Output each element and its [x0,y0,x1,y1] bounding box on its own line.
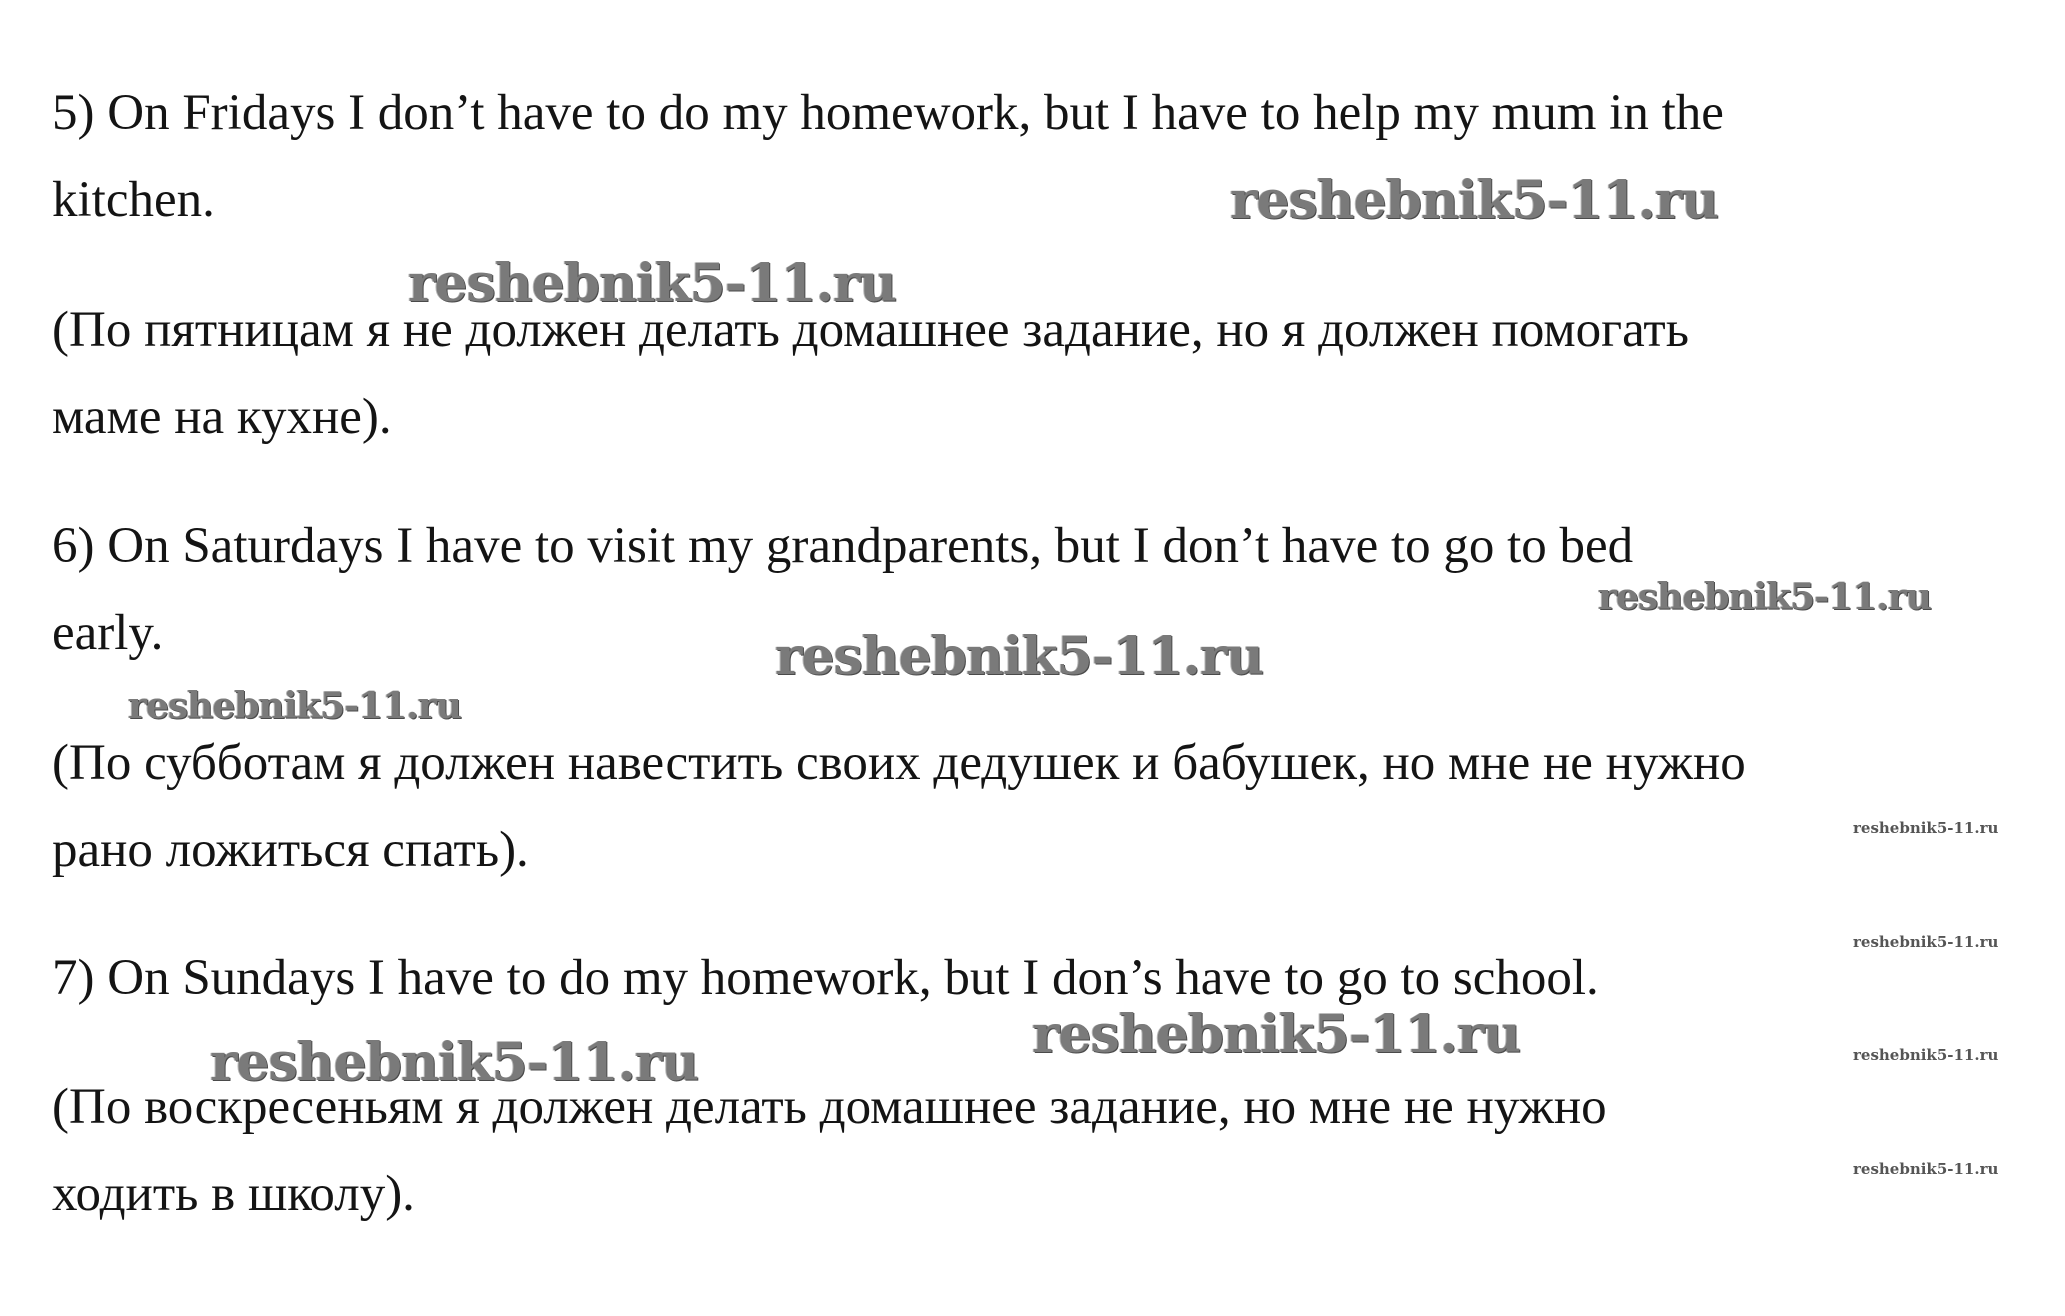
item-6-ru-line2: рано ложиться спать). [52,822,529,878]
item-7-en-line1: 7) On Sundays I have to do my homework, but I don’s have to go to school. [52,950,1599,1006]
watermark: reshebnik5-11.ru [1598,576,1931,618]
watermark: reshebnik5-11.ru [1853,1046,1999,1064]
item-6-en-line1: 6) On Saturdays I have to visit my grandparents, but I don’t have to go to bed [52,518,1634,574]
watermark: reshebnik5-11.ru [775,626,1264,687]
watermark: reshebnik5-11.ru [1853,819,1999,837]
item-7-ru-line1: (По воскресеньям я должен делать домашнее задание, но мне не нужно [52,1079,1607,1135]
watermark: reshebnik5-11.ru [1853,1160,1999,1178]
item-5-en-line1: 5) On Fridays I don’t have to do my homework, but I have to help my mum in the [52,85,1724,141]
watermark: reshebnik5-11.ru [1230,170,1719,231]
watermark: reshebnik5-11.ru [128,685,461,727]
item-6-ru-line1: (По субботам я должен навестить своих дедушек и бабушек, но мне не нужно [52,735,1746,791]
item-7-ru-line2: ходить в школу). [52,1166,415,1222]
item-5-en-line2: kitchen. [52,172,215,228]
watermark: reshebnik5-11.ru [210,1032,699,1093]
watermark: reshebnik5-11.ru [408,253,897,314]
item-6-en-line2: early. [52,605,164,661]
watermark: reshebnik5-11.ru [1853,933,1999,951]
item-5-ru-line1: (По пятницам я не должен делать домашнее задание, но я должен помогать [52,302,1689,358]
watermark: reshebnik5-11.ru [1032,1004,1521,1065]
item-5-ru-line2: маме на кухне). [52,389,392,445]
